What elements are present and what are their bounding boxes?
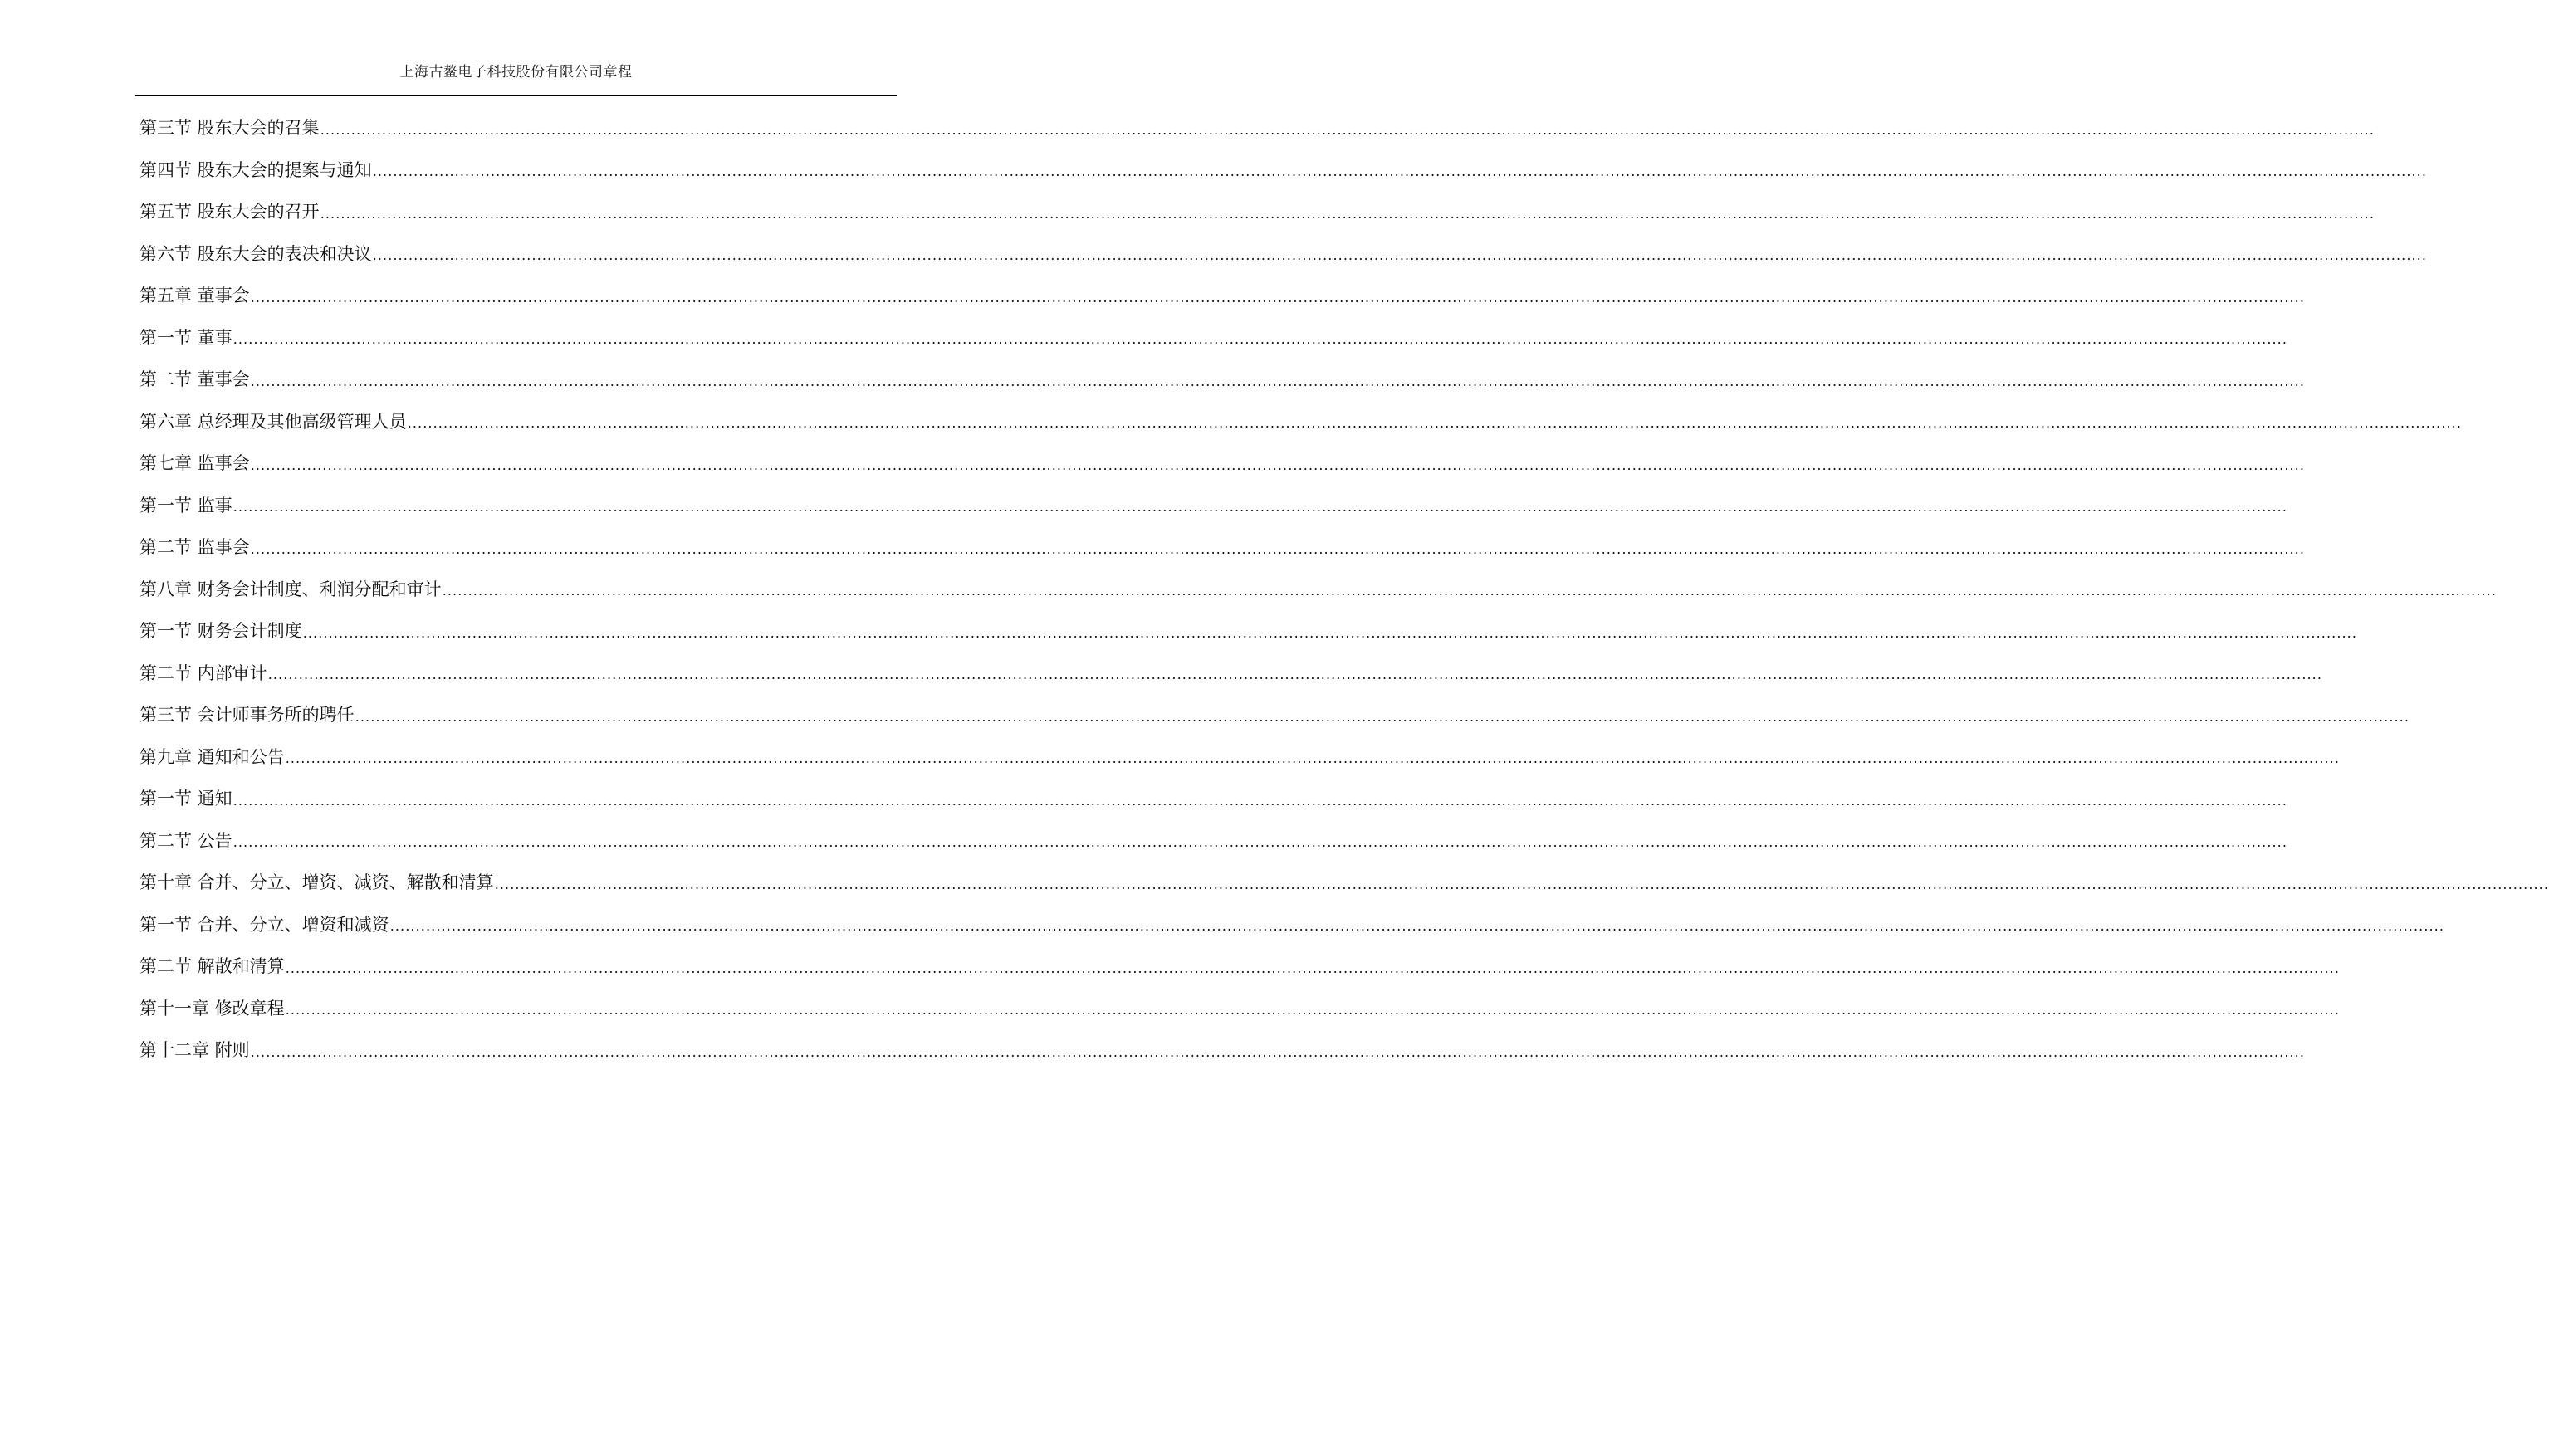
toc-entry[interactable] xyxy=(139,1028,2306,1071)
toc-dot-leader: ................................................................................................................................................................................................................................................................................................................................................................................................................ xyxy=(250,1043,2306,1060)
document-header-title: 上海古鳌电子科技股份有限公司章程 xyxy=(399,64,633,81)
toc-entry[interactable] xyxy=(139,232,2428,275)
toc-entry-label: 第二节 解散和清算 xyxy=(139,956,285,977)
toc-dot-leader: ................................................................................................................................................................................................................................................................................................................................................................................................................ xyxy=(389,918,2445,935)
toc-entry-label: 第十章 合并、分立、增资、减资、解散和清算 xyxy=(139,872,494,893)
toc-entry-label: 第一节 合并、分立、增资和减资 xyxy=(139,914,389,935)
toc-dot-leader: ................................................................................................................................................................................................................................................................................................................................................................................................................ xyxy=(372,247,2428,264)
toc-dot-leader: ................................................................................................................................................................................................................................................................................................................................................................................................................ xyxy=(250,289,2306,305)
toc-dot-leader: ................................................................................................................................................................................................................................................................................................................................................................................................................ xyxy=(407,415,2463,432)
toc-entry-label: 第十一章 修改章程 xyxy=(139,998,285,1019)
toc-entry[interactable] xyxy=(139,274,2306,316)
toc-entry[interactable] xyxy=(139,819,2288,862)
toc-entry[interactable] xyxy=(139,861,2549,903)
toc-entry-label: 第五节 股东大会的召开 xyxy=(139,202,320,222)
toc-entry[interactable] xyxy=(139,316,2288,359)
toc-entry-label: 第一节 监事 xyxy=(139,495,232,515)
toc-dot-leader: ................................................................................................................................................................................................................................................................................................................................................................................................................ xyxy=(285,750,2341,767)
toc-entry-label: 第十二章 附则 xyxy=(139,1040,250,1061)
toc-entry-label: 第六章 总经理及其他高级管理人员 xyxy=(139,411,407,432)
toc-dot-leader: ................................................................................................................................................................................................................................................................................................................................................................................................................ xyxy=(250,457,2306,473)
toc-entry-label: 第一节 财务会计制度 xyxy=(139,621,302,642)
toc-dot-leader: ................................................................................................................................................................................................................................................................................................................................................................................................................ xyxy=(232,499,2288,515)
toc-entry-label: 第六节 股东大会的表决和决议 xyxy=(139,243,372,264)
toc-entry-label: 第三节 会计师事务所的聘任 xyxy=(139,705,355,726)
toc-entry-label: 第八章 财务会计制度、利润分配和审计 xyxy=(139,579,442,599)
toc-dot-leader: ................................................................................................................................................................................................................................................................................................................................................................................................................ xyxy=(232,331,2288,348)
toc-entry[interactable] xyxy=(139,442,2306,484)
toc-entry[interactable] xyxy=(139,106,2375,149)
toc-entry[interactable] xyxy=(139,652,2323,694)
toc-dot-leader: ................................................................................................................................................................................................................................................................................................................................................................................................................ xyxy=(285,960,2341,976)
toc-entry[interactable] xyxy=(139,735,2341,778)
toc-dot-leader: ................................................................................................................................................................................................................................................................................................................................................................................................................ xyxy=(494,876,2549,892)
toc-entry[interactable] xyxy=(139,693,2410,735)
toc-dot-leader: ................................................................................................................................................................................................................................................................................................................................................................................................................ xyxy=(302,624,2358,641)
toc-entry[interactable] xyxy=(139,358,2306,400)
toc-entry[interactable] xyxy=(139,525,2306,568)
toc-entry[interactable] xyxy=(139,400,2463,442)
toc-dot-leader: ................................................................................................................................................................................................................................................................................................................................................................................................................ xyxy=(372,164,2428,180)
toc-entry-label: 第九章 通知和公告 xyxy=(139,746,285,767)
toc-dot-leader: ................................................................................................................................................................................................................................................................................................................................................................................................................ xyxy=(267,667,2323,683)
toc-dot-leader: ................................................................................................................................................................................................................................................................................................................................................................................................................ xyxy=(232,792,2288,809)
toc-entry-label: 第三节 股东大会的召集 xyxy=(139,118,320,139)
toc-dot-leader: ................................................................................................................................................................................................................................................................................................................................................................................................................ xyxy=(285,1002,2341,1019)
toc-entry[interactable] xyxy=(139,903,2445,945)
toc-entry[interactable] xyxy=(139,777,2288,819)
header-divider xyxy=(135,95,897,96)
table-of-contents xyxy=(139,106,2549,1071)
toc-entry[interactable] xyxy=(139,149,2428,191)
toc-dot-leader: ................................................................................................................................................................................................................................................................................................................................................................................................................ xyxy=(320,205,2375,222)
toc-entry-label: 第二节 董事会 xyxy=(139,369,250,390)
toc-entry[interactable] xyxy=(139,609,2358,652)
toc-entry-label: 第五章 董事会 xyxy=(139,286,250,306)
toc-entry[interactable] xyxy=(139,484,2288,526)
toc-dot-leader: ................................................................................................................................................................................................................................................................................................................................................................................................................ xyxy=(250,540,2306,557)
toc-entry-label: 第一节 通知 xyxy=(139,789,232,809)
toc-entry-label: 第七章 监事会 xyxy=(139,453,250,474)
toc-entry-label: 第四节 股东大会的提案与通知 xyxy=(139,159,372,180)
toc-dot-leader: ................................................................................................................................................................................................................................................................................................................................................................................................................ xyxy=(442,583,2498,599)
toc-dot-leader: ................................................................................................................................................................................................................................................................................................................................................................................................................ xyxy=(355,708,2410,725)
toc-dot-leader: ................................................................................................................................................................................................................................................................................................................................................................................................................ xyxy=(320,121,2375,138)
toc-entry[interactable] xyxy=(139,568,2498,610)
toc-entry[interactable] xyxy=(139,190,2375,232)
toc-entry[interactable] xyxy=(139,945,2341,987)
toc-entry[interactable] xyxy=(139,987,2341,1029)
toc-entry-label: 第二节 内部审计 xyxy=(139,662,267,683)
toc-entry-label: 第一节 董事 xyxy=(139,327,232,348)
toc-entry-label: 第二节 监事会 xyxy=(139,537,250,558)
toc-dot-leader: ................................................................................................................................................................................................................................................................................................................................................................................................................ xyxy=(250,373,2306,389)
toc-entry-label: 第二节 公告 xyxy=(139,830,232,851)
toc-dot-leader: ................................................................................................................................................................................................................................................................................................................................................................................................................ xyxy=(232,834,2288,851)
